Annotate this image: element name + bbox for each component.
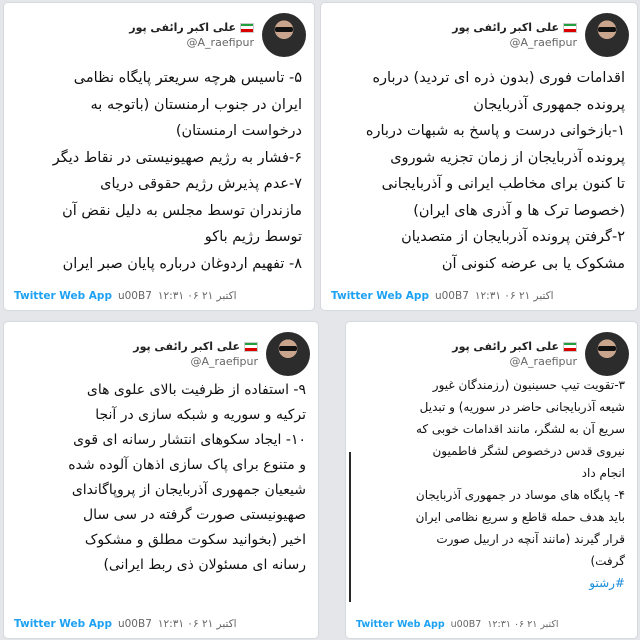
tweet-line: اقدامات فوری (بدون ذره ای تردید) درباره	[372, 70, 625, 86]
profile-avatar[interactable]	[266, 332, 310, 376]
tweet-header	[133, 330, 310, 378]
tweet-line: باید هدف حمله قاطع و سریع نظامی ایران	[415, 510, 625, 524]
tweet-card-1[interactable]	[321, 3, 637, 310]
tweet-header	[452, 11, 629, 59]
username-handle[interactable]: @A_raefipur	[186, 36, 254, 49]
tweet-line: مازندران توسط مجلس به دلیل نقض آن	[62, 202, 302, 219]
tweet-line: درخواست ارمنستان)	[175, 123, 302, 139]
tweet-line: ۷-عدم پذیرش رژیم حقوقی دریای	[100, 176, 302, 192]
tweet-line: مشکوک یا بی عرضه کنونی آن	[441, 255, 625, 272]
tweet-line: نیروی قدس درخصوص لشگر فاطمیون	[432, 444, 625, 458]
tweet-text	[354, 374, 625, 594]
source-app-link[interactable]: Twitter Web App	[356, 619, 445, 630]
source-app-link[interactable]: Twitter Web App	[14, 290, 112, 302]
tweet-line: رسانه ای مسئولان ذی ربط ایرانی)	[103, 557, 306, 573]
middot-separator: u00B7	[117, 618, 152, 630]
tweet-line: و متنوع برای پاک سازی اذهان آلوده شده	[68, 457, 306, 473]
tweet-text	[12, 378, 306, 578]
username-handle[interactable]: @A_raefipur	[190, 355, 258, 368]
tweet-text	[329, 65, 625, 277]
middot-separator: u00B7	[434, 290, 469, 302]
display-name[interactable]: علی اکبر رائفی پور	[452, 21, 559, 34]
tweet-line: ۴- پایگاه های موساد در جمهوری آذربایجان	[415, 488, 625, 502]
tweet-card-4[interactable]	[4, 322, 318, 638]
tweet-timestamp[interactable]: ۱۲:۳۱ ۰۶ اکتبر ۲۱	[474, 290, 554, 302]
middot-separator: u00B7	[117, 290, 152, 302]
tweet-line: ۳-تقویت تیپ حسینیون (رزمندگان غیور	[432, 378, 625, 392]
middot-separator: u00B7	[450, 619, 482, 630]
tweet-header	[452, 330, 629, 378]
iran-flag-icon	[563, 342, 577, 352]
tweet-line: قرار گیرند (مانند آنچه در اربیل صورت	[436, 532, 625, 546]
tweet-line: تا کنون برای مخاطب ایرانی و آذربایجانی	[381, 176, 625, 192]
source-app-link[interactable]: Twitter Web App	[14, 618, 112, 630]
display-name[interactable]: علی اکبر رائفی پور	[129, 21, 236, 34]
tweet-line: صهیونیستی صورت گرفته در سی سال	[83, 507, 306, 523]
tweet-line: اخیر (بخوانید سکوت مطلق و مشکوک	[84, 532, 306, 548]
iran-flag-icon	[240, 23, 254, 33]
tweet-line: ۱۰- ایجاد سکوهای انتشار رسانه ای قوی	[73, 432, 306, 448]
tweet-line: سریع آن به لشگر، مانند اقدامات خوبی که	[415, 422, 625, 436]
tweet-line: شیعیان جمهوری آذربایجان از پروپاگاندای	[71, 482, 306, 498]
hashtag-link[interactable]: #رشتو	[589, 576, 625, 590]
tweet-line: ترکیه و سوریه و شبکه سازی در آنجا	[95, 407, 306, 423]
tweet-header	[129, 11, 306, 59]
tweet-timestamp[interactable]: ۱۲:۳۱ ۰۶ اکتبر ۲۱	[157, 618, 237, 630]
tweet-line: ۹- استفاده از ظرفیت بالای علوی های	[86, 382, 306, 398]
profile-avatar[interactable]	[585, 332, 629, 376]
tweet-footer	[14, 290, 237, 302]
tweet-text	[12, 65, 302, 277]
tweet-line: ۱-بازخوانی درست و پاسخ به شبهات درباره	[365, 123, 625, 139]
tweet-line: ۲-گرفتن پرونده آذربایجان از متصدیان	[401, 229, 625, 245]
username-handle[interactable]: @A_raefipur	[509, 36, 577, 49]
display-name[interactable]: علی اکبر رائفی پور	[133, 340, 240, 353]
profile-avatar[interactable]	[262, 13, 306, 57]
tweet-line: گرفت)	[590, 554, 625, 568]
tweet-line: شیعه آذربایجانی حاضر در سوریه) و تبدیل	[419, 400, 625, 414]
iran-flag-icon	[563, 23, 577, 33]
tweet-timestamp[interactable]: ۱۲:۳۱ ۰۶ اکتبر ۲۱	[487, 619, 559, 630]
thread-connector-line	[349, 452, 351, 602]
display-name[interactable]: علی اکبر رائفی پور	[452, 340, 559, 353]
tweet-line: توسط رژیم باکو	[204, 229, 302, 245]
tweet-line: انجام داد	[581, 466, 625, 480]
tweet-card-3[interactable]	[346, 322, 637, 638]
tweet-line: ۸- تفهیم اردوغان درباره پایان صبر ایران	[62, 255, 302, 272]
tweet-line: پرونده آذربایجان از زمان تجزیه شوروی	[390, 149, 625, 166]
tweet-card-2[interactable]	[4, 3, 314, 310]
tweet-line: پرونده جمهوری آذربایجان	[473, 96, 625, 113]
tweet-timestamp[interactable]: ۱۲:۳۱ ۰۶ اکتبر ۲۱	[157, 290, 237, 302]
username-handle[interactable]: @A_raefipur	[509, 355, 577, 368]
profile-avatar[interactable]	[585, 13, 629, 57]
tweet-footer	[331, 290, 554, 302]
tweet-footer	[14, 618, 237, 630]
tweet-footer	[356, 619, 559, 630]
iran-flag-icon	[244, 342, 258, 352]
tweet-line: ۵- تاسیس هرچه سریعتر پایگاه نظامی	[73, 70, 302, 86]
source-app-link[interactable]: Twitter Web App	[331, 290, 429, 302]
tweet-line: ۶-فشار به رژیم صهیونیستی در نقاط دیگر	[52, 149, 302, 166]
tweet-line: ایران در جنوب ارمنستان (باتوجه به	[90, 96, 302, 113]
tweet-line: (خصوصا ترک ها و آذری های ایران)	[413, 202, 625, 219]
